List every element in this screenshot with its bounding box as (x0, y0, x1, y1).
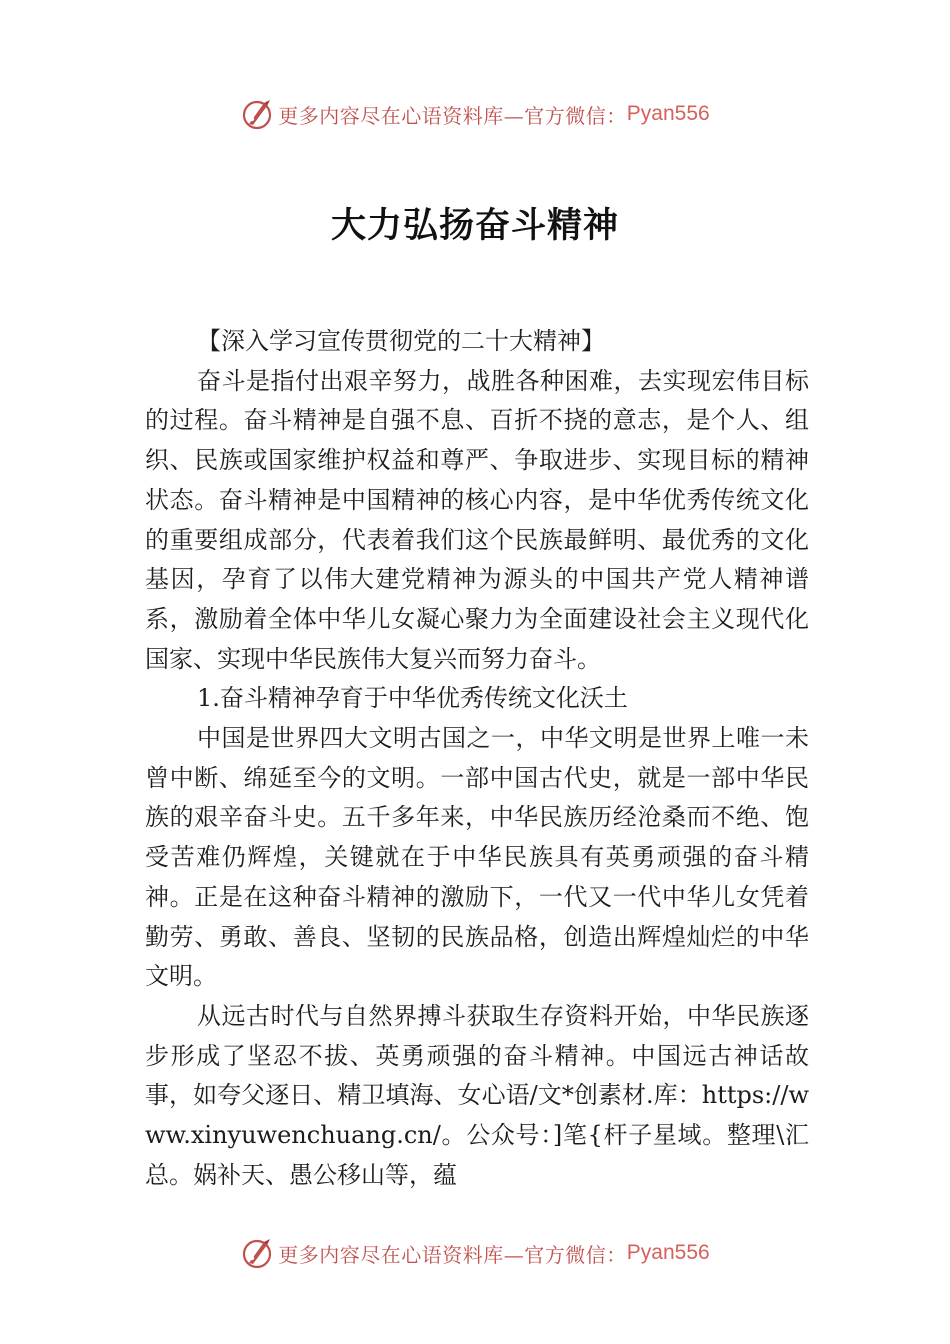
body-paragraph: 奋斗是指付出艰辛努力，战胜各种困难，去实现宏伟目标的过程。奋斗精神是自强不息、百折不挠的意志，是个人、组织、民族或国家维护权益和尊严、争取进步、实现目标的精神状态。奋斗精神是中国精神的核心内容，是中华优秀传统文化的重要组成部分，代表着我们这个民族最鲜明、最优秀的文化基因，孕育了以伟大建党精神为源头的中国共产党人精神谱系，激励着全体中华儿女凝心聚力为全面建设社会主义现代化国家、实现中华民族伟大复兴而努力奋斗。 (145, 366, 809, 673)
header-watermark-banner (0, 94, 950, 134)
footer-wechat-id: Pyan556 (626, 1241, 710, 1264)
document-body (145, 322, 809, 1195)
footer-banner-text: 更多内容尽在心语资料库—官方微信： (278, 1242, 627, 1267)
document-tagline: 【深入学习宣传贯彻党的二十大精神】 (197, 327, 605, 355)
section-heading: 1.奋斗精神孕育于中华优秀传统文化沃土 (197, 684, 628, 713)
document-title: 大力弘扬奋斗精神 (330, 205, 619, 246)
quill-pen-seal-icon (240, 97, 274, 131)
body-paragraph: 从远古时代与自然界搏斗获取生存资料开始，中华民族逐步形成了坚忍不拔、英勇顽强的奋斗精神。中国远古神话故事，如夸父逐日、精卫填海、女心语/文*创素材.库：https://www.xinyuwenchuang.cn/。公众号：]笔{杆子星域。整理\汇总。娲补天、愚公移山等，蕴 (145, 1001, 809, 1189)
header-wechat-id: Pyan556 (626, 102, 710, 125)
body-paragraph: 中国是世界四大文明古国之一，中华文明是世界上唯一未曾中断、绵延至今的文明。一部中国古代史，就是一部中华民族的艰辛奋斗史。五千多年来，中华民族历经沧桑而不绝、饱受苦难仍辉煌，关键就在于中华民族具有英勇顽强的奋斗精神。正是在这种奋斗精神的激励下，一代又一代中华儿女凭着勤劳、勇敢、善良、坚韧的民族品格，创造出辉煌灿烂的中华文明。 (145, 724, 809, 991)
header-banner-text: 更多内容尽在心语资料库—官方微信： (278, 103, 627, 128)
footer-watermark-banner (0, 1233, 950, 1273)
quill-pen-seal-icon (240, 1236, 274, 1270)
